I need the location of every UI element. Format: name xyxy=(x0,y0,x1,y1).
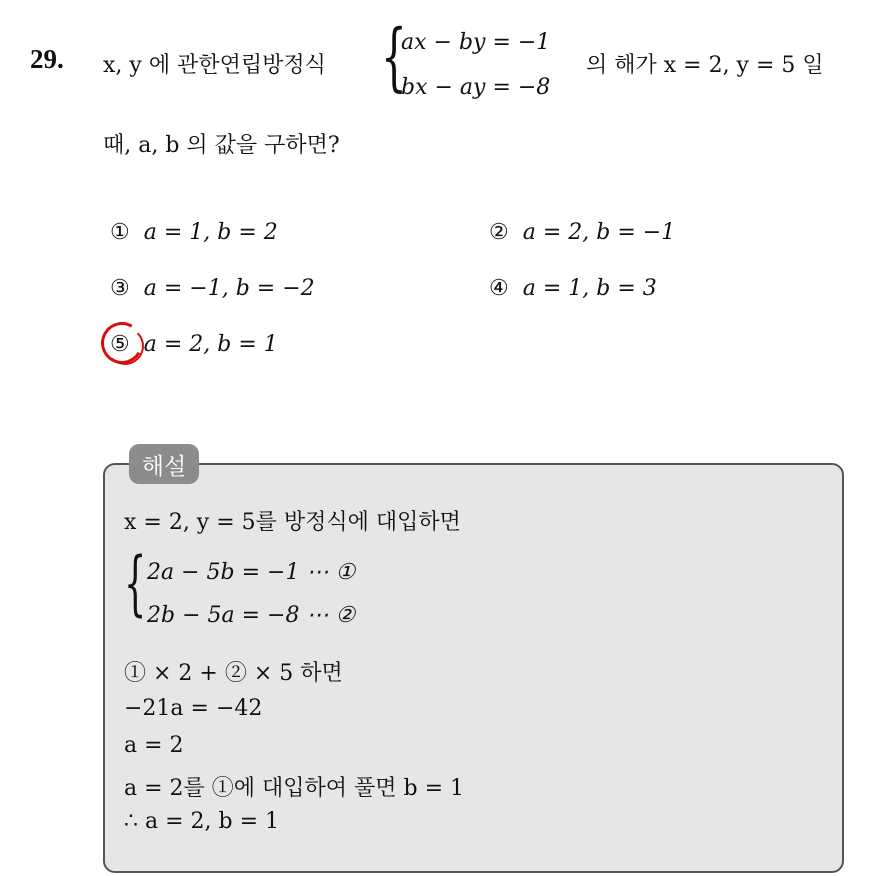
solution-system-brace: { xyxy=(124,542,147,624)
system-brace: { xyxy=(381,14,407,100)
answer-circle-mark-tail xyxy=(106,327,144,365)
choice-2-text: a = 2, b = −1 xyxy=(522,220,676,245)
choice-4-mark: ④ xyxy=(489,276,509,301)
choice-3-text: a = −1, b = −2 xyxy=(143,276,315,301)
system-equation-2: bx − ay = −8 xyxy=(401,75,551,100)
choice-4[interactable] xyxy=(489,276,657,301)
solution-line-4: a = 2 xyxy=(124,733,184,758)
choice-3-mark: ③ xyxy=(110,276,130,301)
question-number: 29. xyxy=(30,44,64,74)
solution-tag: 해설 xyxy=(129,444,199,484)
solution-equation-1: 2a − 5b = −1 ⋯ ① xyxy=(147,560,356,585)
choice-5-mark: ⑤ xyxy=(110,332,130,357)
question-prefix: x, y 에 관한연립방정식 xyxy=(103,53,326,78)
solution-line-2: ① × 2 + ② × 5 하면 xyxy=(124,661,343,686)
question-suffix: 의 해가 x = 2, y = 5 일 xyxy=(586,53,824,78)
solution-line-3: −21a = −42 xyxy=(124,696,263,721)
choice-3[interactable] xyxy=(110,276,315,301)
solution-line-5: a = 2를 ①에 대입하여 풀면 b = 1 xyxy=(124,776,465,801)
choice-4-text: a = 1, b = 3 xyxy=(522,276,657,301)
solution-line-6: ∴ a = 2, b = 1 xyxy=(124,809,280,834)
choice-2-mark: ② xyxy=(489,220,509,245)
question-line-2: 때, a, b 의 값을 구하면? xyxy=(103,133,340,158)
choice-1[interactable] xyxy=(110,220,278,245)
choice-1-text: a = 1, b = 2 xyxy=(143,220,278,245)
choice-2[interactable] xyxy=(489,220,675,245)
choice-1-mark: ① xyxy=(110,220,130,245)
choice-5-text: a = 2, b = 1 xyxy=(143,332,278,357)
solution-line-1: x = 2, y = 5를 방정식에 대입하면 xyxy=(124,510,461,535)
system-equation-1: ax − by = −1 xyxy=(401,30,551,55)
solution-equation-2: 2b − 5a = −8 ⋯ ② xyxy=(147,603,356,628)
